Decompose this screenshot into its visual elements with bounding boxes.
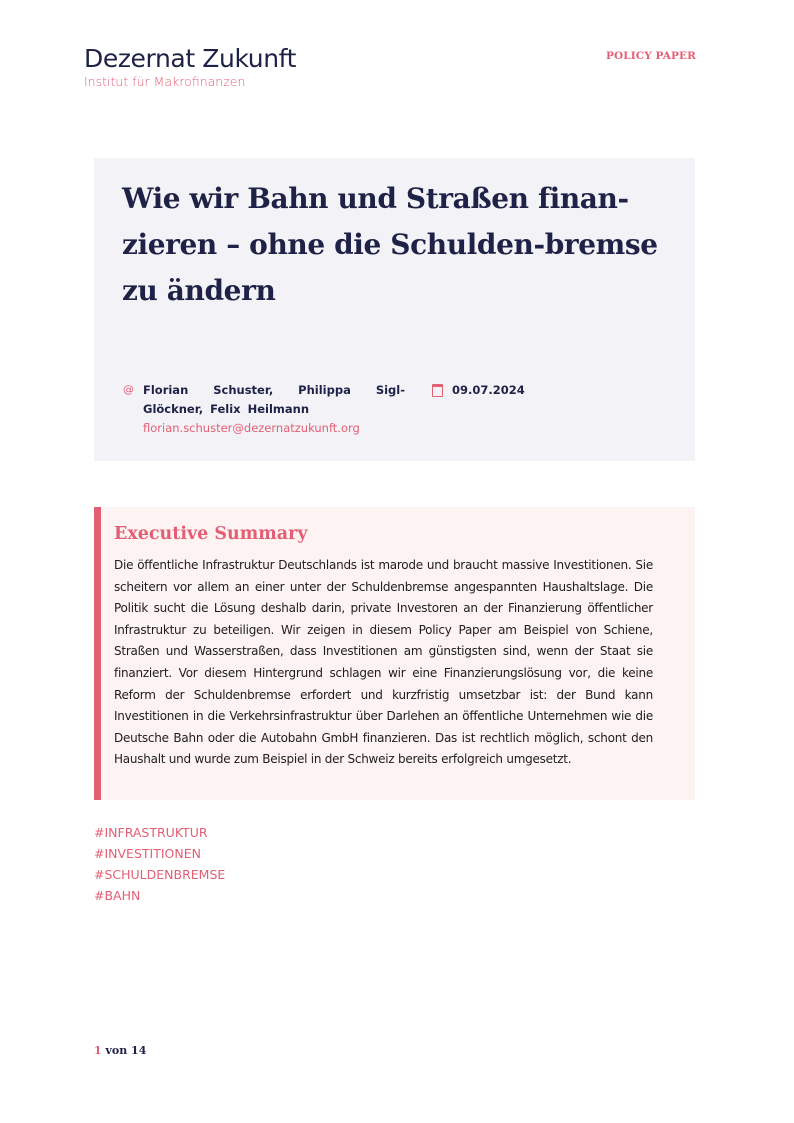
tag[interactable]: #SCHULDENBREMSE — [94, 867, 226, 882]
title-block — [94, 158, 695, 461]
calendar-icon — [432, 384, 443, 397]
summary-heading: Executive Summary — [114, 524, 308, 544]
publication-date: 09.07.2024 — [452, 383, 525, 397]
page-total: von 14 — [105, 1044, 147, 1057]
page-number — [94, 1044, 146, 1057]
logo — [84, 44, 296, 90]
logo-title: Dezernat Zukunft — [84, 44, 297, 73]
tag[interactable]: #INFRASTRUKTUR — [94, 825, 208, 840]
page-title: Wie wir Bahn und Straßen finan-zieren – ohne die Schulden-bremse zu ändern — [122, 182, 658, 307]
authors: Florian Schuster, Philippa Sigl-Glöckner, Felix Heilmann — [143, 383, 405, 416]
summary-text: Die öffentliche Infrastruktur Deutschlands ist marode und braucht massive Investitionen. Sie scheitern vor allem an einer unter der Schuldenbremse angespannten Haushaltslage. Die Politik sucht die Lösung deshalb darin, private Investoren an der Finanzierung öffentlicher Infrastruktur zu beteiligen. Wir zeigen in diesem Policy Paper am Beispiel von Schiene, Straßen und Wasserstraßen, dass Investitionen am günstigsten sind, wenn der Staat sie finanziert. Vor diesem Hintergrund schlagen wir eine Finanzierungslösung vor, die keine Reform der Schuldenbremse erfordert und kurzfristig umsetzbar ist: der Bund kann Investitionen in die Verkehrsinfrastruktur über Darlehen an öffentliche Unternehmen wie die Deutsche Bahn oder die Autobahn GmbH finanzieren. Das ist rechtlich möglich, schont den Haushalt und wurde zum Beispiel in der Schweiz bereits erfolgreich umgesetzt. — [114, 558, 653, 767]
author-email-link[interactable]: florian.schuster@dezernatzukunft.org — [143, 421, 360, 435]
at-icon: @ — [123, 383, 134, 396]
executive-summary — [94, 507, 695, 800]
logo-subtitle: Institut für Makrofinanzen — [84, 74, 246, 89]
tag[interactable]: #BAHN — [94, 888, 141, 903]
document-type-label: POLICY PAPER — [606, 50, 696, 62]
tag-list — [94, 822, 225, 906]
current-page: 1 — [94, 1044, 102, 1057]
tag[interactable]: #INVESTITIONEN — [94, 846, 201, 861]
